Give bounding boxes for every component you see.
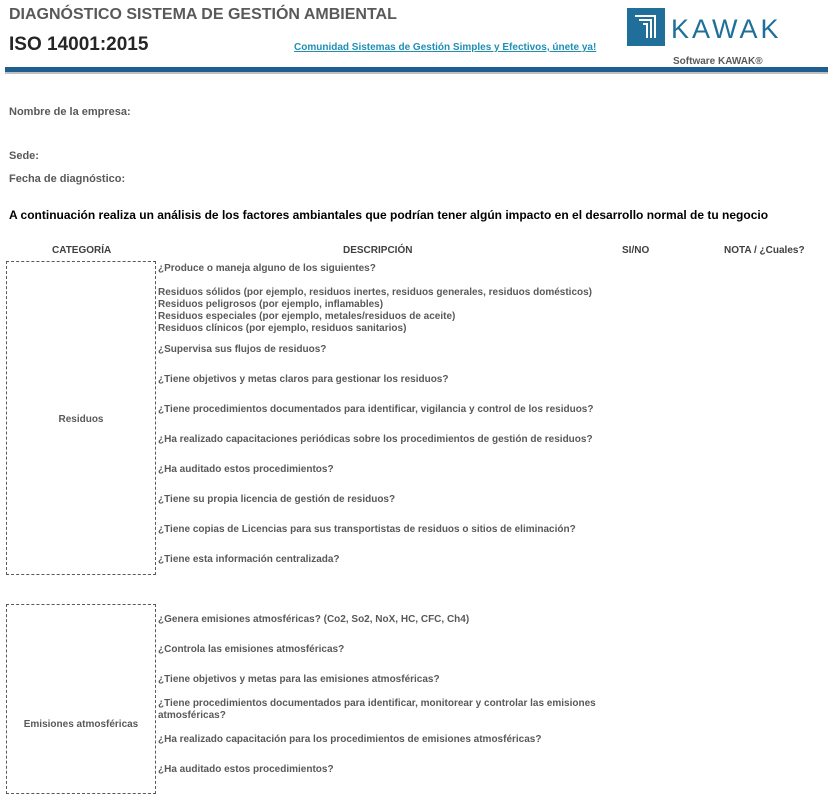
header-divider-shadow	[5, 72, 828, 74]
software-label: Software KAWAK®	[673, 56, 763, 67]
list-item: Residuos peligrosos (por ejemplo, inflamables)	[158, 299, 384, 310]
list-item: ¿Supervisa sus flujos de residuos?	[158, 344, 327, 355]
list-item: ¿Tiene su propia licencia de gestión de residuos?	[158, 494, 396, 505]
list-item: Residuos sólidos (por ejemplo, residuos inertes, residuos generales, residuos domésticos)	[158, 287, 593, 298]
site-label: Sede:	[9, 150, 39, 162]
category-label: Residuos	[58, 414, 104, 425]
list-item: ¿Tiene copias de Licencias para sus transportistas de residuos o sitios de eliminación?	[158, 524, 576, 535]
list-item: ¿Tiene esta información centralizada?	[158, 554, 340, 565]
list-item: Residuos clínicos (por ejemplo, residuos sanitarios)	[158, 323, 407, 334]
list-item: ¿Genera emisiones atmosféricas? (Co2, So2, NoX, HC, CFC, Ch4)	[158, 614, 470, 625]
list-item: ¿Ha auditado estos procedimientos?	[158, 764, 334, 775]
list-item: ¿Produce o maneja alguno de los siguientes?	[158, 263, 376, 274]
column-header-category: CATEGORÍA	[52, 245, 112, 256]
category-cell-residuos	[6, 261, 156, 575]
list-item: ¿Controla las emisiones atmosféricas?	[158, 644, 345, 655]
list-item: ¿Ha auditado estos procedimientos?	[158, 464, 334, 475]
list-item: atmosféricas?	[158, 710, 226, 721]
page-title: DIAGNÓSTICO SISTEMA DE GESTIÓN AMBIENTAL	[9, 6, 397, 23]
category-cell-emisiones	[6, 604, 156, 794]
list-item: ¿Tiene procedimientos documentados para identificar, monitorear y controlar las emisiones	[158, 698, 596, 709]
list-item: Residuos especiales (por ejemplo, metales/residuos de aceite)	[158, 311, 456, 322]
list-item: ¿Tiene procedimientos documentados para identificar, vigilancia y control de los residuos?	[158, 404, 594, 415]
kawak-logo	[627, 8, 805, 48]
column-header-yes-no: SI/NO	[622, 245, 650, 256]
list-item: ¿Tiene objetivos y metas claros para gestionar los residuos?	[158, 374, 449, 385]
logo-mark-icon	[627, 8, 665, 46]
date-label: Fecha de diagnóstico:	[9, 173, 126, 185]
category-label: Emisiones atmosféricas	[23, 719, 139, 730]
company-name-label: Nombre de la empresa:	[9, 106, 131, 118]
community-link[interactable]: Comunidad Sistemas de Gestión Simples y Efectivos, únete ya!	[294, 42, 597, 53]
intro-text: A continuación realiza un análisis de los factores ambiantales que podrían tener algún impacto en el desarrollo normal de tu negocio	[9, 208, 769, 222]
column-header-description: DESCRIPCIÓN	[343, 245, 413, 256]
column-header-note: NOTA / ¿Cuales?	[724, 245, 805, 256]
standard-title: ISO 14001:2015	[9, 34, 149, 55]
list-item: ¿Ha realizado capacitación para los procedimientos de emisiones atmosféricas?	[158, 734, 542, 745]
list-item: ¿Tiene objetivos y metas para las emisiones atmosféricas?	[158, 674, 440, 685]
list-item: ¿Ha realizado capacitaciones periódicas sobre los procedimientos de gestión de residuos?	[158, 434, 593, 445]
logo-text: KAWAK	[671, 14, 782, 44]
